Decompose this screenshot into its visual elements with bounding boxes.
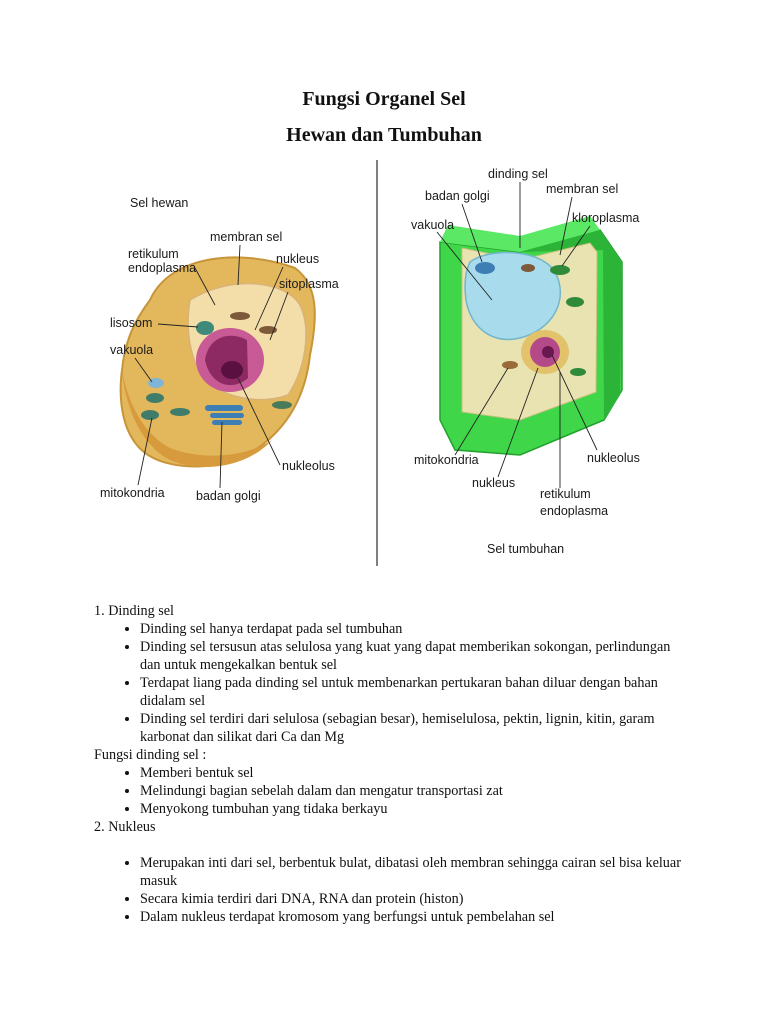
list-item: • Melindungi bagian sebelah dalam dan mengatur transportasi zat xyxy=(140,782,694,800)
list-nukleus xyxy=(94,854,694,926)
list-item: • Dinding sel tersusun atas selulosa yang kuat yang dapat memberikan sokongan, perlindungan dan untuk mengekalkan bentuk sel xyxy=(140,638,694,674)
animal-cell-caption: Sel hewan xyxy=(130,196,189,210)
label-plant-badan-golgi: badan golgi xyxy=(425,189,490,203)
fungsi-heading: Fungsi dinding sel : xyxy=(94,747,207,763)
list-item: • Merupakan inti dari sel, berbentuk bulat, dibatasi oleh membran sehingga cairan sel bisa keluar masuk xyxy=(140,854,694,890)
label-plant-membran-sel: membran sel xyxy=(546,182,619,196)
list-dinding-sel xyxy=(94,620,694,746)
spacer xyxy=(94,836,694,854)
label-retikulum: retikulum xyxy=(128,247,179,261)
label-plant-retikulum: retikulum xyxy=(540,487,591,501)
list-fungsi-dinding-sel xyxy=(94,764,694,818)
label-nukleolus: nukleolus xyxy=(282,459,335,473)
label-nukleus: nukleus xyxy=(276,252,320,266)
label-kloroplasma: kloroplasma xyxy=(572,211,640,225)
section-heading-nukleus: 2. Nukleus xyxy=(94,819,156,835)
label-dinding-sel: dinding sel xyxy=(488,167,548,181)
document-body xyxy=(94,602,694,926)
label-plant-endoplasma: endoplasma xyxy=(540,504,609,518)
label-badan-golgi: badan golgi xyxy=(196,489,261,503)
label-plant-vakuola: vakuola xyxy=(411,218,455,232)
label-lisosom: lisosom xyxy=(110,316,153,330)
label-endoplasma: endoplasma xyxy=(128,261,197,275)
label-sitoplasma: sitoplasma xyxy=(279,277,339,291)
list-item: • Memberi bentuk sel xyxy=(140,764,694,782)
plant-cell-illustration xyxy=(440,216,622,455)
plant-cell-caption: Sel tumbuhan xyxy=(487,542,565,556)
label-plant-nukleolus: nukleolus xyxy=(587,451,640,465)
list-item: • Secara kimia terdiri dari DNA, RNA dan protein (histon) xyxy=(140,890,694,908)
label-plant-nukleus: nukleus xyxy=(472,476,516,490)
list-item: • Dinding sel terdiri dari selulosa (sebagian besar), hemiselulosa, pektin, lignin, kitin, garam karbonat dan silikat dari Ca dan Mg xyxy=(140,710,694,746)
page-title: Fungsi Organel Sel xyxy=(302,88,466,110)
label-plant-mitokondria: mitokondria xyxy=(414,453,479,467)
page-subtitle: Hewan dan Tumbuhan xyxy=(286,124,482,146)
label-mitokondria: mitokondria xyxy=(100,486,165,500)
section-heading-dinding-sel: 1. Dinding sel xyxy=(94,603,174,619)
label-membran-sel: membran sel xyxy=(210,230,283,244)
list-item: • Menyokong tumbuhan yang tidaka berkayu xyxy=(140,800,694,818)
list-item: • Dalam nukleus terdapat kromosom yang berfungsi untuk pembelahan sel xyxy=(140,908,694,926)
list-item: • Dinding sel hanya terdapat pada sel tumbuhan xyxy=(140,620,694,638)
list-item: • Terdapat liang pada dinding sel untuk membenarkan pertukaran bahan diluar dengan bahan didalam sel xyxy=(140,674,694,710)
label-vakuola: vakuola xyxy=(110,343,154,357)
